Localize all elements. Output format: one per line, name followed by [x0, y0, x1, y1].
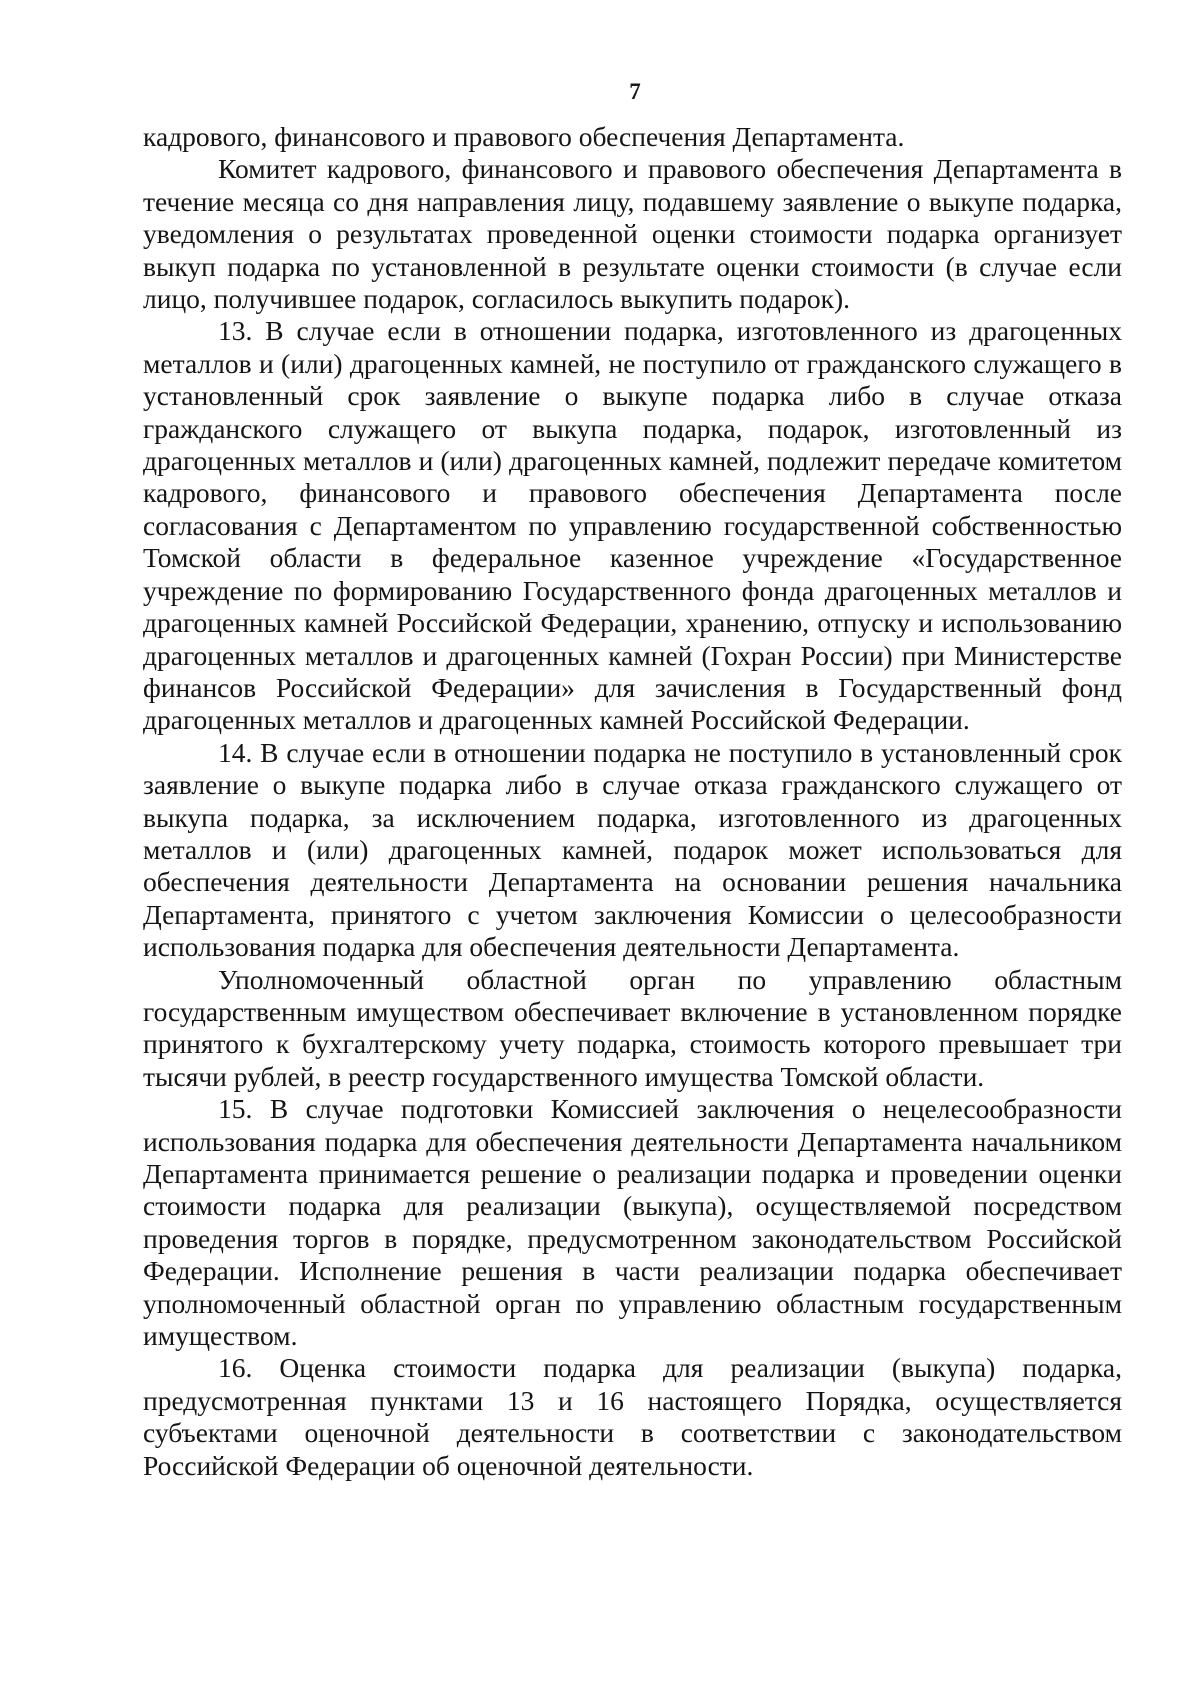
- page-number: 7: [629, 79, 641, 104]
- paragraph-item-13: 13. В случае если в отношении подарка, изготовленного из драгоценных металлов и (или) драгоценных камней, не поступило от гражданского служащего в установленный срок заявление о выкупе подарка либо в случае отказа гражданского служащего от выкупа подарка, подарок, изготовленный из драгоценных металлов и (или) драгоценных камней, подлежит передаче комитетом кадрового, финансового и правового обеспечения Департамента после согласования с Департаментом по управлению государственной собственностью Томской области в федеральное казенное учреждение «Государственное учреждение по формированию Государственного фонда драгоценных металлов и драгоценных камней Российской Федерации, хранению, отпуску и использованию драгоценных металлов и драгоценных камней (Гохран России) при Министерстве финансов Российской Федерации» для зачисления в Государственный фонд драгоценных металлов и драгоценных камней Российской Федерации.: [143, 315, 1122, 736]
- paragraph-continuation: кадрового, финансового и правового обеспечения Департамента.: [143, 121, 905, 152]
- document-body: [143, 121, 1122, 1482]
- paragraph-authorized-body: Уполномоченный областной орган по управлению областным государственным имуществом обеспечивает включение в установленном порядке принятого к бухгалтерскому учету подарка, стоимость которого превышает три тысячи рублей, в реестр государственного имущества Томской области.: [143, 963, 1122, 1092]
- paragraph-item-14: 14. В случае если в отношении подарка не поступило в установленный срок заявление о выкупе подарка либо в случае отказа гражданского служащего от выкупа подарка, за исключением подарка, изготовленного из драгоценных металлов и (или) драгоценных камней, подарок может использоваться для обеспечения деятельности Департамента на основании решения начальника Департамента, принятого с учетом заключения Комиссии о целесообразности использования подарка для обеспечения деятельности Департамента.: [143, 736, 1122, 963]
- paragraph-item-16: 16. Оценка стоимости подарка для реализации (выкупа) подарка, предусмотренная пунктами 13 и 16 настоящего Порядка, осуществляется субъектами оценочной деятельности в соответствии с законодательством Российской Федерации об оценочной деятельности.: [143, 1352, 1122, 1481]
- paragraph-committee-redemption: Комитет кадрового, финансового и правового обеспечения Департамента в течение месяца со дня направления лицу, подавшему заявление о выкупе подарка, уведомления о результатах проведенной оценки стоимости подарка организует выкуп подарка по установленной в результате оценки стоимости (в случае если лицо, получившее подарок, согласилось выкупить подарок).: [143, 153, 1122, 315]
- paragraph-item-15: 15. В случае подготовки Комиссией заключения о нецелесообразности использования подарка для обеспечения деятельности Департамента начальником Департамента принимается решение о реализации подарка и проведении оценки стоимости подарка для реализации (выкупа), осуществляемой посредством проведения торгов в порядке, предусмотренном законодательством Российской Федерации. Исполнение решения в части реализации подарка обеспечивает уполномоченный областной орган по управлению областным государственным имуществом.: [143, 1093, 1122, 1352]
